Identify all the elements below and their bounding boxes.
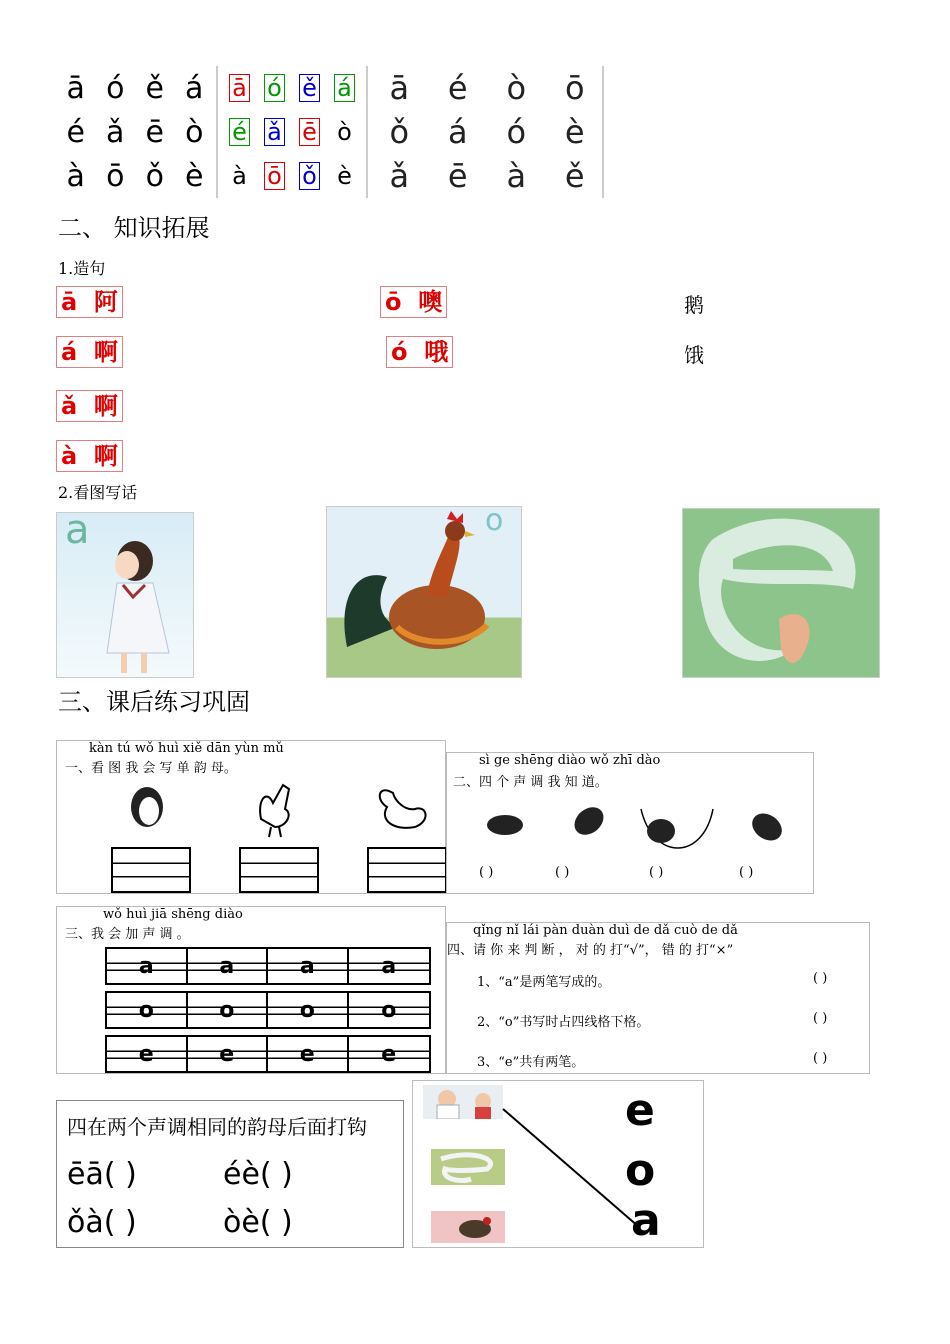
sentence-col2 (380, 286, 453, 386)
tone-cell: à (66, 158, 85, 194)
pinyin: ā (61, 288, 78, 316)
exercise-2-panel (446, 752, 814, 894)
rooster-icon (253, 779, 299, 839)
tone-cell: á (185, 70, 204, 106)
sentence-item (380, 286, 453, 336)
tone-cell[interactable]: e (107, 1037, 188, 1071)
tone-cell: ō (264, 162, 285, 190)
judge-item: 3、“e”共有两笔。 (477, 1055, 585, 1070)
tone-cell: ǎ (389, 157, 410, 195)
sentence-item (56, 336, 123, 390)
answer-blank[interactable]: ( ) (555, 865, 570, 880)
exercise-1-title: 一、看 图 我 会 写 单 韵 母。 (65, 761, 237, 776)
tone-cell: ā (229, 74, 250, 102)
answer-blank[interactable]: ( ) (739, 865, 754, 880)
sentence-item (56, 390, 123, 440)
exercise-4-pinyin: qǐng nǐ lái pàn duàn duì de dǎ cuò de dǎ (473, 923, 738, 938)
tone-cell: è (564, 113, 585, 151)
pinyin: ǎ (61, 392, 78, 420)
tone-cell: ǒ (299, 162, 320, 190)
judge-paren[interactable]: ( ) (813, 1011, 828, 1026)
tone-cell: ǒ (145, 158, 164, 194)
exercise-2-title: 二、四 个 声 调 我 知 道。 (453, 775, 608, 790)
hanzi: 哦 (424, 338, 449, 366)
tone-cell: é (447, 69, 468, 107)
letter-a: a (65, 512, 90, 553)
tone-pair[interactable]: òè( ) (223, 1205, 293, 1240)
writing-box[interactable] (367, 847, 447, 893)
tone-cell: ō (106, 158, 125, 194)
match-letter[interactable]: a (631, 1195, 661, 1246)
goose-illustration (683, 509, 879, 677)
tone-cell: ǎ (106, 114, 125, 150)
tone-cell: ě (145, 70, 164, 106)
sentence-item (56, 286, 123, 336)
tone-row (105, 947, 431, 985)
tone-cell: é (229, 118, 250, 146)
exercise-5-panel (56, 1100, 404, 1248)
tone-cell[interactable]: e (188, 1037, 269, 1071)
section-title-practice: 三、课后练习巩固 (58, 688, 250, 716)
goose-icon (375, 781, 431, 835)
exercise-1-panel (56, 740, 446, 894)
tone-cell: à (232, 162, 247, 190)
exercise-6-panel (412, 1080, 704, 1248)
judge-item: 1、“a”是两笔写成的。 (477, 975, 611, 990)
tone-cell: ē (145, 114, 164, 150)
tone-table-middle (222, 66, 362, 198)
hanzi: 啊 (93, 442, 118, 470)
answer-blank[interactable]: ( ) (649, 865, 664, 880)
goose-picture (682, 508, 880, 678)
girl-picture (56, 512, 194, 678)
pinyin: ó (391, 338, 408, 366)
tone-cell: ě (299, 74, 320, 102)
hanzi: 啊 (93, 392, 118, 420)
hanzi: 噢 (418, 288, 443, 316)
tone-table-right (370, 66, 604, 198)
hanzi: 阿 (93, 288, 118, 316)
tone-row (105, 1035, 431, 1073)
tone-cell: é (66, 114, 85, 150)
tone-cell: ó (106, 70, 125, 106)
tone-cell[interactable]: e (268, 1037, 349, 1071)
tone-marks-icon (477, 801, 817, 871)
tone-cell: ó (264, 74, 285, 102)
tone-cell: à (506, 157, 527, 195)
exercise-4-title: 四、请 你 来 判 断 ， 对 的 打“√”， 错 的 打“×” (447, 943, 734, 958)
picture-title: 2.看图写话 (58, 483, 138, 502)
rooster-picture (326, 506, 522, 678)
tone-cell[interactable]: o (268, 993, 349, 1027)
sentence-item (380, 336, 453, 386)
exercise-3-title: 三、我 会 加 声 调 。 (65, 927, 190, 942)
tone-pair[interactable]: éè( ) (223, 1157, 293, 1192)
exercise-3-pinyin: wǒ huì jiā shēng diào (103, 907, 243, 922)
tone-cell: ā (389, 69, 410, 107)
tone-pair[interactable]: ǒà( ) (67, 1205, 137, 1240)
exercise-3-panel (56, 906, 446, 1074)
tone-cell: ē (299, 118, 320, 146)
tone-cell[interactable]: a (349, 949, 430, 983)
tone-cell: ò (506, 69, 527, 107)
tone-cell: ā (66, 70, 85, 106)
tone-cell[interactable]: a (268, 949, 349, 983)
rooster-illustration (327, 507, 521, 677)
girl-illustration (57, 513, 193, 677)
pinyin: à (61, 442, 78, 470)
tone-cell: á (334, 74, 355, 102)
section-title-extension: 二、 知识拓展 (58, 214, 210, 242)
judge-paren[interactable]: ( ) (813, 1051, 828, 1066)
sentence-col1 (56, 286, 123, 490)
girl-head-icon (127, 785, 167, 833)
hanzi: 啊 (93, 338, 118, 366)
tone-cell: ō (564, 69, 585, 107)
tone-cell: è (337, 162, 352, 190)
tone-cell: ò (337, 118, 352, 146)
writing-box[interactable] (239, 847, 319, 893)
writing-box[interactable] (111, 847, 191, 893)
sentence-title: 1.造句 (58, 259, 106, 278)
match-letter[interactable]: o (625, 1145, 656, 1196)
sentence-col3-item: 鹅 (684, 293, 704, 317)
tone-cell: è (185, 158, 204, 194)
exercise-1-pinyin: kàn tú wǒ huì xiě dān yùn mǔ (89, 741, 284, 756)
tone-pair[interactable]: ēā( ) (67, 1157, 137, 1192)
tone-cell[interactable]: a (188, 949, 269, 983)
tone-cell: ē (447, 157, 468, 195)
tone-table-left (56, 66, 214, 198)
pinyin: ō (385, 288, 402, 316)
tone-cell[interactable]: e (349, 1037, 430, 1071)
tone-cell: ǎ (264, 118, 285, 146)
judge-item: 2、“o”书写时占四线格下格。 (477, 1015, 650, 1030)
exercise-2-pinyin: sì ge shēng diào wǒ zhī dào (479, 753, 661, 768)
pinyin: á (61, 338, 78, 366)
exercise-5-title: 四在两个声调相同的韵母后面打钩 (67, 1115, 367, 1139)
exercise-4-panel (446, 922, 870, 1074)
tone-cell: ě (564, 157, 585, 195)
letter-o: o (485, 506, 504, 538)
answer-blank[interactable]: ( ) (479, 865, 494, 880)
tone-cell[interactable]: o (188, 993, 269, 1027)
tone-cell: ó (506, 113, 527, 151)
judge-paren[interactable]: ( ) (813, 971, 828, 986)
tone-cell[interactable]: o (107, 993, 188, 1027)
sentence-col3-item: 饿 (684, 343, 704, 367)
tone-cell: á (447, 113, 468, 151)
tone-cell: ǒ (389, 113, 410, 151)
tone-row (105, 991, 431, 1029)
tone-cell[interactable]: a (107, 949, 188, 983)
match-letter[interactable]: e (625, 1085, 655, 1136)
tone-cell: ò (185, 114, 204, 150)
tone-cell[interactable]: o (349, 993, 430, 1027)
